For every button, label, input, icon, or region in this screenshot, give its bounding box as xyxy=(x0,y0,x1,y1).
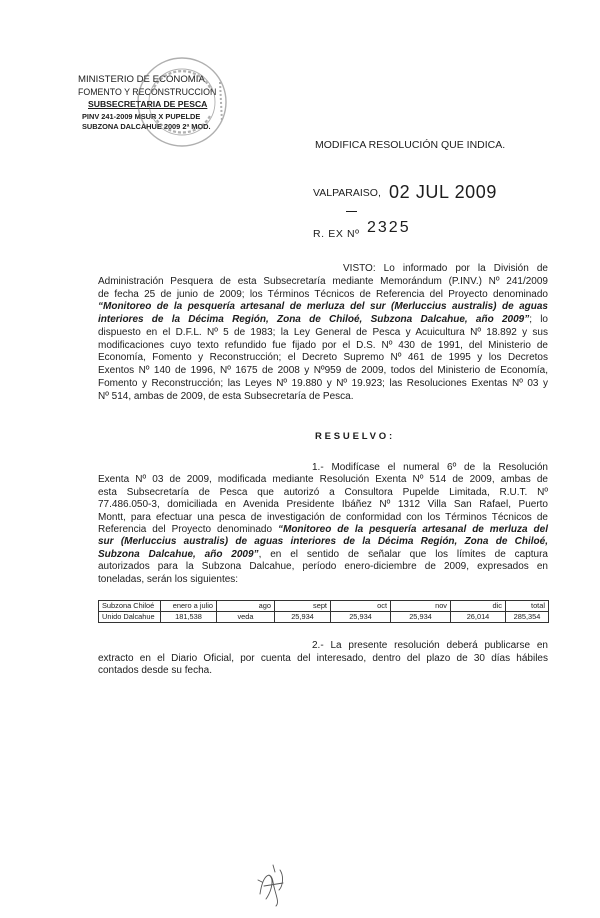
body-text: Exenta Nº 03 de 2009, modificada mediante Resolución Exenta Nº 514 de 2009, ambas de xyxy=(98,474,548,486)
text-line xyxy=(98,536,548,548)
column-header: dic xyxy=(451,601,506,612)
body-text: ; lo xyxy=(529,314,548,325)
table-cell: 181,538 xyxy=(161,612,217,623)
body-text: autorizados para la Subzona Dalcahue, período enero-diciembre de 2009, expresados en xyxy=(98,561,548,573)
resuelvo-heading: RESUELVO: xyxy=(315,431,395,442)
body-text: de fecha 25 de junio de 2009; los Términos Técnicos de Referencia del Proyecto denominado xyxy=(98,288,548,300)
text-line xyxy=(98,340,548,353)
resolution-number: 2325 xyxy=(367,219,411,236)
text-line xyxy=(98,512,548,524)
text-line xyxy=(98,352,548,365)
text-line xyxy=(98,391,548,404)
text-line xyxy=(98,327,548,340)
text-line xyxy=(98,549,548,561)
document-subject: MODIFICA RESOLUCIÓN QUE INDICA. xyxy=(315,139,506,151)
body-text: esta Subsecretaría de Pesca que autorizó a Consultora Pupelde Limitada, R.U.T. Nº xyxy=(98,486,548,498)
resolution-label: R. EX Nº xyxy=(313,228,360,240)
body-text: modificaciones cuyo texto refundido fue fijado por el D.S. Nº 430 de 1991, del Ministerio de xyxy=(98,339,548,351)
column-header: oct xyxy=(331,601,391,612)
body-text: contados desde su fecha. xyxy=(98,665,212,677)
column-header: enero a julio xyxy=(161,601,217,612)
table-cell: 25,934 xyxy=(391,612,451,623)
rule-mark xyxy=(346,211,357,212)
project-title-text: Subzona Dalcahue, año 2009” xyxy=(98,548,259,560)
project-title-text: “Monitoreo de la pesquería artesanal de merluza del xyxy=(277,524,548,536)
body-text: Fomento y Reconstrucción; las Leyes Nº 19.880 y Nº 19.923; las Resoluciones Exentas Nº 03 y xyxy=(98,377,548,389)
file-reference-line2: SUBZONA DALCAHUE 2009 2ª MOD. xyxy=(82,122,211,131)
body-text: 1.- Modifícase el numeral 6º de la Resolución xyxy=(312,462,548,473)
text-line xyxy=(98,665,548,678)
text-line xyxy=(98,276,548,289)
column-header: Subzona Chiloé xyxy=(99,601,161,612)
table-header-row xyxy=(99,601,549,612)
table-cell: 25,934 xyxy=(331,612,391,623)
text-line xyxy=(98,314,548,327)
subsecretaria-name: SUBSECRETARIA DE PESCA xyxy=(88,99,208,109)
text-line xyxy=(98,574,548,586)
text-line xyxy=(98,365,548,378)
column-header: nov xyxy=(391,601,451,612)
resolution-item-2 xyxy=(98,640,548,678)
body-text: dispuesto en el D.F.L. Nº 5 de 1983; la Ley General de Pesca y Acuicultura Nº 18.892 y sus xyxy=(98,326,548,338)
table-cell: veda xyxy=(217,612,275,623)
text-line xyxy=(98,653,548,666)
text-line xyxy=(98,499,548,511)
table-cell: 25,934 xyxy=(275,612,331,623)
body-text: toneladas, serán los siguientes: xyxy=(98,573,239,585)
text-line xyxy=(98,289,548,302)
table-cell: 285,354 xyxy=(506,612,549,623)
body-text: Exentos Nº 140 de 1996, Nº 1675 de 2008 y Nº959 de 2009, todos del Ministerio de Economía, xyxy=(98,365,548,376)
body-text: VISTO: Lo informado por la División de xyxy=(343,263,548,274)
official-seal-icon xyxy=(132,52,232,152)
body-text: 77.486.050-3, domiciliada en Avenida Presidente Ibáñez Nº 1312 Villa San Rafael, Puerto xyxy=(98,499,548,511)
text-line xyxy=(98,524,548,536)
text-line xyxy=(98,301,548,314)
body-text: Economía, Fomento y Reconstrucción; el Decreto Supremo Nº 461 de 1995 y los Decretos xyxy=(98,352,548,364)
text-line xyxy=(98,640,548,653)
text-line xyxy=(98,263,548,276)
table-row xyxy=(99,612,549,623)
body-text: Referencia del Proyecto denominado xyxy=(98,524,278,536)
file-reference-line1: PINV 241-2009 MSUR X PUPELDE xyxy=(82,112,201,121)
date-stamp: 02 JUL 2009 xyxy=(389,182,498,202)
ministry-name: MINISTERIO DE ECONOMIA xyxy=(78,74,205,85)
body-text: Administración Pesquera de esta Subsecretaría mediante Memorándum (P.INV.) Nº 241/2009 xyxy=(98,275,548,287)
column-header: ago xyxy=(217,601,275,612)
body-text: , en el sentido de señalar que los límites de captura xyxy=(258,548,548,560)
column-header: sept xyxy=(275,601,331,612)
table-cell: Unido Dalcahue xyxy=(99,612,161,623)
ministry-name-line2: FOMENTO Y RECONSTRUCCION xyxy=(78,87,217,97)
issue-place: VALPARAISO, xyxy=(313,187,381,199)
visto-paragraph xyxy=(98,263,548,403)
table-cell: 26,014 xyxy=(451,612,506,623)
project-title-text: sur (Merluccius australis) de aguas interiores de la Décima Región, Zona de Chiloé, xyxy=(98,536,548,548)
project-title-text: interiores de la Décima Región, Zona de Chiloé, Subzona Dalcahue, año 2009” xyxy=(98,314,530,325)
text-line xyxy=(98,561,548,573)
project-title-text: “Monitoreo de la pesquería artesanal de merluza del sur (Merluccius australis) de aguas xyxy=(98,301,548,313)
body-text: Montt, para efectuar una pesca de investigación de conformidad con los Términos Técnicos de xyxy=(98,511,548,523)
catch-limits-table xyxy=(98,600,549,623)
resolution-item-1 xyxy=(98,462,548,586)
text-line xyxy=(98,378,548,391)
text-line xyxy=(98,474,548,486)
text-line xyxy=(98,462,548,474)
body-text: extracto en el Diario Oficial, por cuenta del interesado, dentro del plazo de 30 días hábiles xyxy=(98,652,548,664)
body-text: 2.- La presente resolución deberá publicarse en xyxy=(312,640,548,651)
text-line xyxy=(98,487,548,499)
handwritten-initials-icon xyxy=(250,860,294,910)
column-header: total xyxy=(506,601,549,612)
body-text: Nº 514, ambas de 2009, de esta Subsecretaría de Pesca. xyxy=(98,390,354,402)
